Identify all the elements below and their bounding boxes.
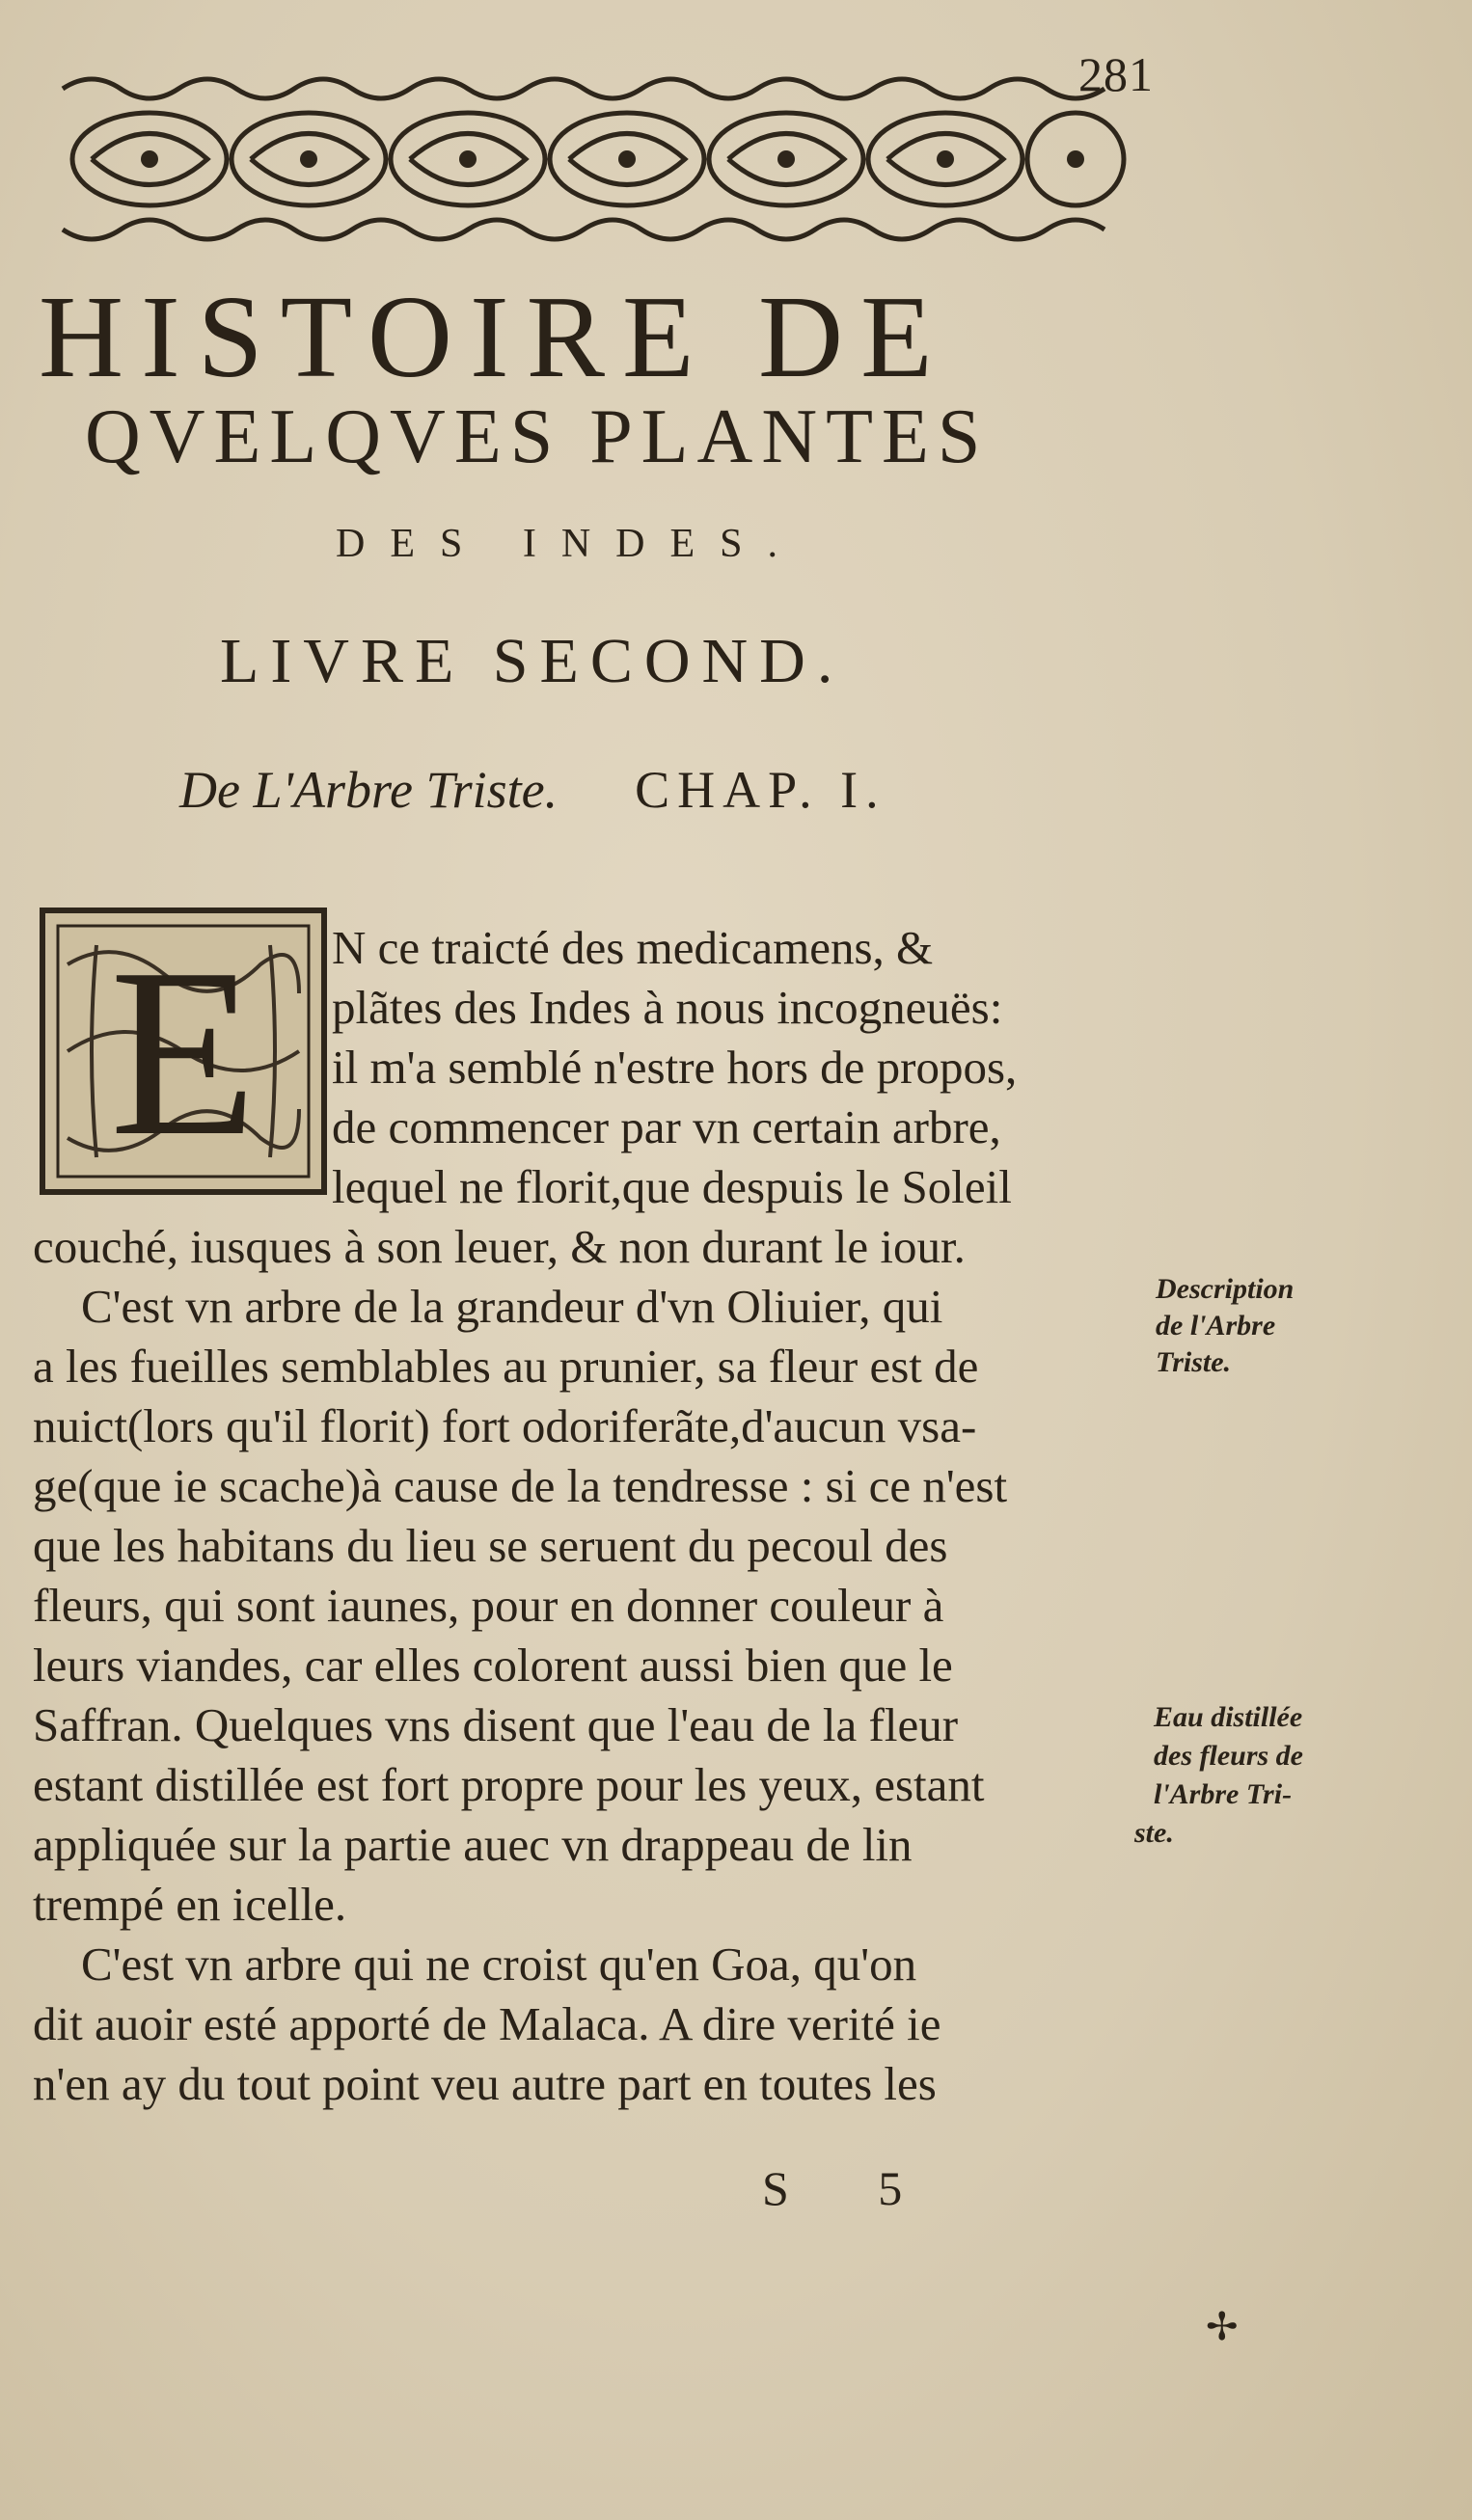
text-line: que les habitans du lieu se seruent du pecoul des bbox=[33, 1519, 948, 1572]
margin-note-line: l'Arbre Tri- bbox=[1154, 1778, 1293, 1810]
text-line: il m'a semblé n'estre hors de propos, bbox=[332, 1041, 1018, 1094]
text-line: nuict(lors qu'il florit) fort odoriferãte,d'aucun vsa- bbox=[33, 1399, 977, 1452]
text-line: dit auoir esté apporté de Malaca. A dire verité ie bbox=[33, 1997, 941, 2050]
title-line-3: DES INDES. bbox=[336, 522, 804, 566]
title-line-2: QVELQVES PLANTES bbox=[85, 394, 990, 479]
text-line: C'est vn arbre de la grandeur d'vn Oliuier, qui bbox=[81, 1280, 943, 1333]
text-line: Saffran. Quelques vns disent que l'eau de la fleur bbox=[33, 1698, 959, 1751]
text-line: C'est vn arbre qui ne croist qu'en Goa, qu'on bbox=[81, 1937, 917, 1991]
margin-note-line: des fleurs de bbox=[1154, 1740, 1303, 1772]
chapter-heading bbox=[179, 760, 886, 820]
margin-note-line: ste. bbox=[1134, 1817, 1174, 1849]
title-line-1: HISTOIRE DE bbox=[39, 272, 950, 402]
signature-mark: S 5 bbox=[762, 2161, 941, 2215]
text-line: trempé en icelle. bbox=[33, 1878, 347, 1931]
text-line: couché, iusques à son leuer, & non durant le iour. bbox=[33, 1220, 966, 1273]
text-line: de commencer par vn certain arbre, bbox=[332, 1100, 1001, 1153]
margin-note-line: Eau distillée bbox=[1154, 1701, 1303, 1733]
text-line: ge(que ie scache)à cause de la tendresse : si ce n'est bbox=[33, 1459, 1008, 1512]
text-line: plãtes des Indes à nous incogneuës: bbox=[332, 981, 1003, 1034]
text-line: N ce traicté des medicamens, & bbox=[332, 921, 934, 974]
margin-note-line: Triste. bbox=[1156, 1346, 1232, 1378]
margin-note-line: de l'Arbre bbox=[1156, 1310, 1276, 1341]
text-line: n'en ay du tout point veu autre part en toutes les bbox=[33, 2057, 937, 2110]
decorated-initial-e bbox=[39, 907, 328, 1196]
margin-note-line: Description bbox=[1156, 1273, 1295, 1305]
ornamental-headband bbox=[53, 69, 1133, 249]
text-line: a les fueilles semblables au prunier, sa fleur est de bbox=[33, 1340, 979, 1393]
text-line: appliquée sur la partie auec vn drappeau de lin bbox=[33, 1818, 913, 1871]
text-line: estant distillée est fort propre pour les yeux, estant bbox=[33, 1758, 985, 1811]
ink-blot-icon: ✢ bbox=[1206, 2305, 1239, 2349]
svg-text:E: E bbox=[109, 919, 258, 1186]
chapter-title: De L'Arbre Triste. bbox=[179, 761, 559, 819]
page-number: 281 bbox=[1078, 47, 1154, 101]
text-line: fleurs, qui sont iaunes, pour en donner couleur à bbox=[33, 1579, 944, 1632]
book-heading: LIVRE SECOND. bbox=[220, 626, 845, 696]
chapter-label: CHAP. I. bbox=[635, 761, 886, 819]
text-line: leurs viandes, car elles colorent aussi bien que le bbox=[33, 1639, 953, 1692]
text-line: lequel ne florit,que despuis le Soleil bbox=[332, 1160, 1012, 1213]
